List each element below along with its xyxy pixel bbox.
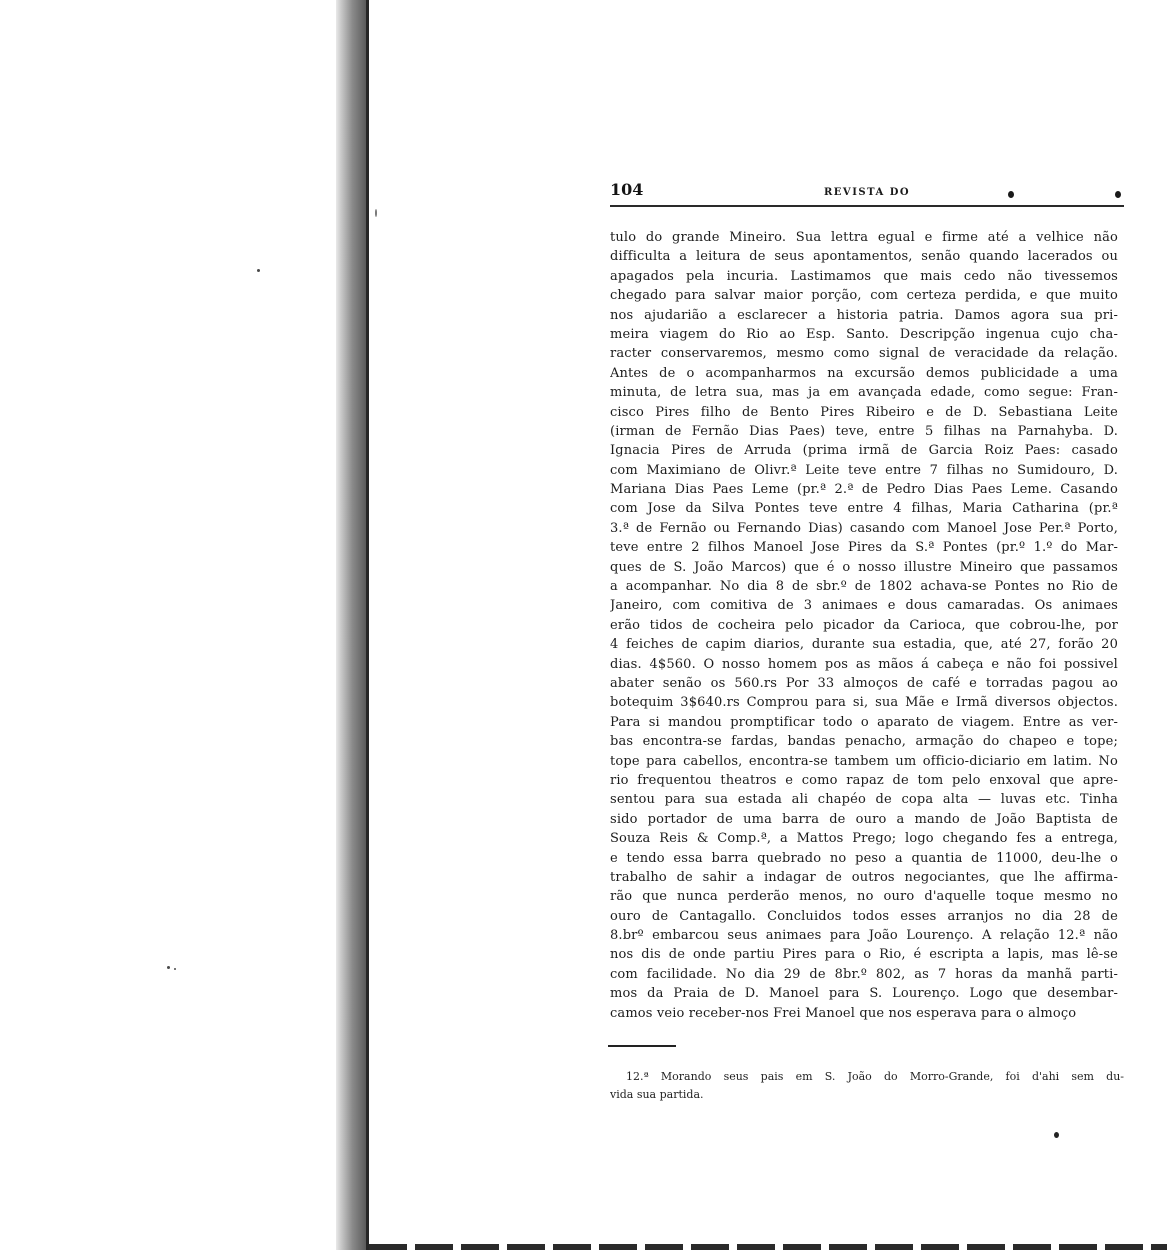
body-line: nos dis de onde partiu Pires para o Rio, é escripta a lapis, mas lê-se — [610, 947, 1118, 963]
body-line: ouro de Cantagallo. Concluidos todos esses arranjos no dia 28 de — [610, 908, 1118, 924]
body-line: difficulta a leitura de seus apontamentos, senão quando lacerados ou — [610, 249, 1118, 265]
body-text — [610, 228, 1118, 1023]
body-line: (irman de Fernão Dias Paes) teve, entre 5 filhas na Parnahyba. D. — [610, 423, 1118, 439]
body-line: Janeiro, com comitiva de 3 animaes e dous camaradas. Os animaes — [610, 598, 1118, 614]
body-line: com Jose da Silva Pontes teve entre 4 filhas, Maria Catharina (pr.ª — [610, 501, 1118, 517]
body-line: mos da Praia de D. Manoel para S. Lourenço. Logo que desembar- — [610, 986, 1118, 1002]
footnote-line: 12.ª Morando seus pais em S. João do Morro-Grande, foi d'ahi sem du- — [626, 1070, 1124, 1083]
body-line: Antes de o acompanharmos na excursão demos publicidade a uma — [610, 365, 1118, 381]
body-line: e tendo essa barra quebrado no peso a quantia de 11000, deu-lhe o — [610, 850, 1118, 866]
body-line: com facilidade. No dia 29 de 8br.º 802, as 7 horas da manhã parti- — [610, 966, 1118, 982]
ink-mark — [1054, 1132, 1059, 1138]
body-line: botequim 3$640.rs Comprou para si, sua Mãe e Irmã diversos objectos. — [610, 695, 1118, 711]
body-line: trabalho de sahir a indagar de outros negociantes, que lhe affirma- — [610, 869, 1118, 885]
page-header — [610, 176, 1124, 206]
ink-mark — [1008, 191, 1014, 198]
body-line: dias. 4$560. O nosso homem pos as mãos á cabeça e não foi possivel — [610, 656, 1118, 672]
body-line: tope para cabellos, encontra-se tambem um officio-diciario em latim. No — [610, 753, 1118, 769]
body-line: abater senão os 560.rs Por 33 almoços de café e torradas pagou ao — [610, 675, 1118, 691]
body-line: teve entre 2 filhos Manoel Jose Pires da S.ª Pontes (pr.º 1.º do Mar- — [610, 540, 1118, 556]
body-line: sentou para sua estada ali chapéo de copa alta — luvas etc. Tinha — [610, 792, 1118, 808]
body-line: Para si mandou promptificar todo o aparato de viagem. Entre as ver- — [610, 714, 1118, 730]
body-line: Ignacia Pires de Arruda (prima irmã de Garcia Roiz Paes: casado — [610, 443, 1118, 459]
body-line: Souza Reis & Comp.ª, a Mattos Prego; logo chegando fes a entrega, — [610, 831, 1118, 847]
body-line: com Maximiano de Olivr.ª Leite teve entre 7 filhas no Sumidouro, D. — [610, 462, 1118, 478]
body-line: ques de S. João Marcos) que é o nosso illustre Mineiro que passamos — [610, 559, 1118, 575]
body-line: Mariana Dias Paes Leme (pr.ª 2.ª de Pedro Dias Paes Leme. Casando — [610, 482, 1118, 498]
body-line: minuta, de letra sua, mas ja em avançada edade, como segue: Fran- — [610, 385, 1118, 401]
body-line: 3.ª de Fernão ou Fernando Dias) casando com Manoel Jose Per.ª Porto, — [610, 520, 1118, 536]
body-line: 8.brº embarcou seus animaes para João Lourenço. A relação 12.ª não — [610, 928, 1118, 944]
scan-bottom-edge — [369, 1244, 1167, 1250]
paper-speck — [167, 966, 170, 969]
body-line: bas encontra-se fardas, bandas penacho, armação do chapeo e tope; — [610, 734, 1118, 750]
body-line: nos ajudarião a esclarecer a historia patria. Damos agora sua pri- — [610, 307, 1118, 323]
footnote — [610, 1068, 1124, 1104]
left-page-blank — [0, 0, 336, 1250]
running-head: REVISTA DO — [824, 187, 911, 198]
paper-speck — [257, 269, 260, 272]
book-spine-shadow — [336, 0, 366, 1250]
body-line: apagados pela incuria. Lastimamos que mais cedo não tivessemos — [610, 268, 1118, 284]
body-line: chegado para salvar maior porção, com certeza perdida, e que muito — [610, 288, 1118, 304]
body-line: meira viagem do Rio ao Esp. Santo. Descripção ingenua cujo cha- — [610, 326, 1118, 342]
body-line: cisco Pires filho de Bento Pires Ribeiro e de D. Sebastiana Leite — [610, 404, 1118, 420]
footnote-line: vida sua partida. — [610, 1088, 704, 1101]
body-line: a acompanhar. No dia 8 de sbr.º de 1802 achava-se Pontes no Rio de — [610, 579, 1118, 595]
body-line: camos veio receber-nos Frei Manoel que nos esperava para o almoço — [610, 1005, 1077, 1021]
header-rule — [610, 205, 1124, 207]
body-line: tulo do grande Mineiro. Sua lettra egual e firme até a velhice não — [610, 230, 1118, 245]
body-line: erão tidos de cocheira pelo picador da Carioca, que cobrou-lhe, por — [610, 617, 1118, 633]
body-line: racter conservaremos, mesmo como signal de veracidade da relação. — [610, 346, 1118, 362]
footnote-rule — [608, 1045, 676, 1047]
body-line: 4 feiches de capim diarios, durante sua estadia, que, até 27, forão 20 — [610, 637, 1118, 653]
ink-mark — [1115, 191, 1121, 198]
body-line: rão que nunca perderão menos, no ouro d'aquelle toque mesmo no — [610, 889, 1118, 905]
body-line: rio frequentou theatros e como rapaz de tom pelo enxoval que apre- — [610, 772, 1118, 788]
paper-speck — [375, 209, 377, 217]
paper-speck — [174, 968, 176, 970]
body-line: sido portador de uma barra de ouro a mando de João Baptista de — [610, 811, 1118, 827]
page-number: 104 — [610, 180, 644, 199]
